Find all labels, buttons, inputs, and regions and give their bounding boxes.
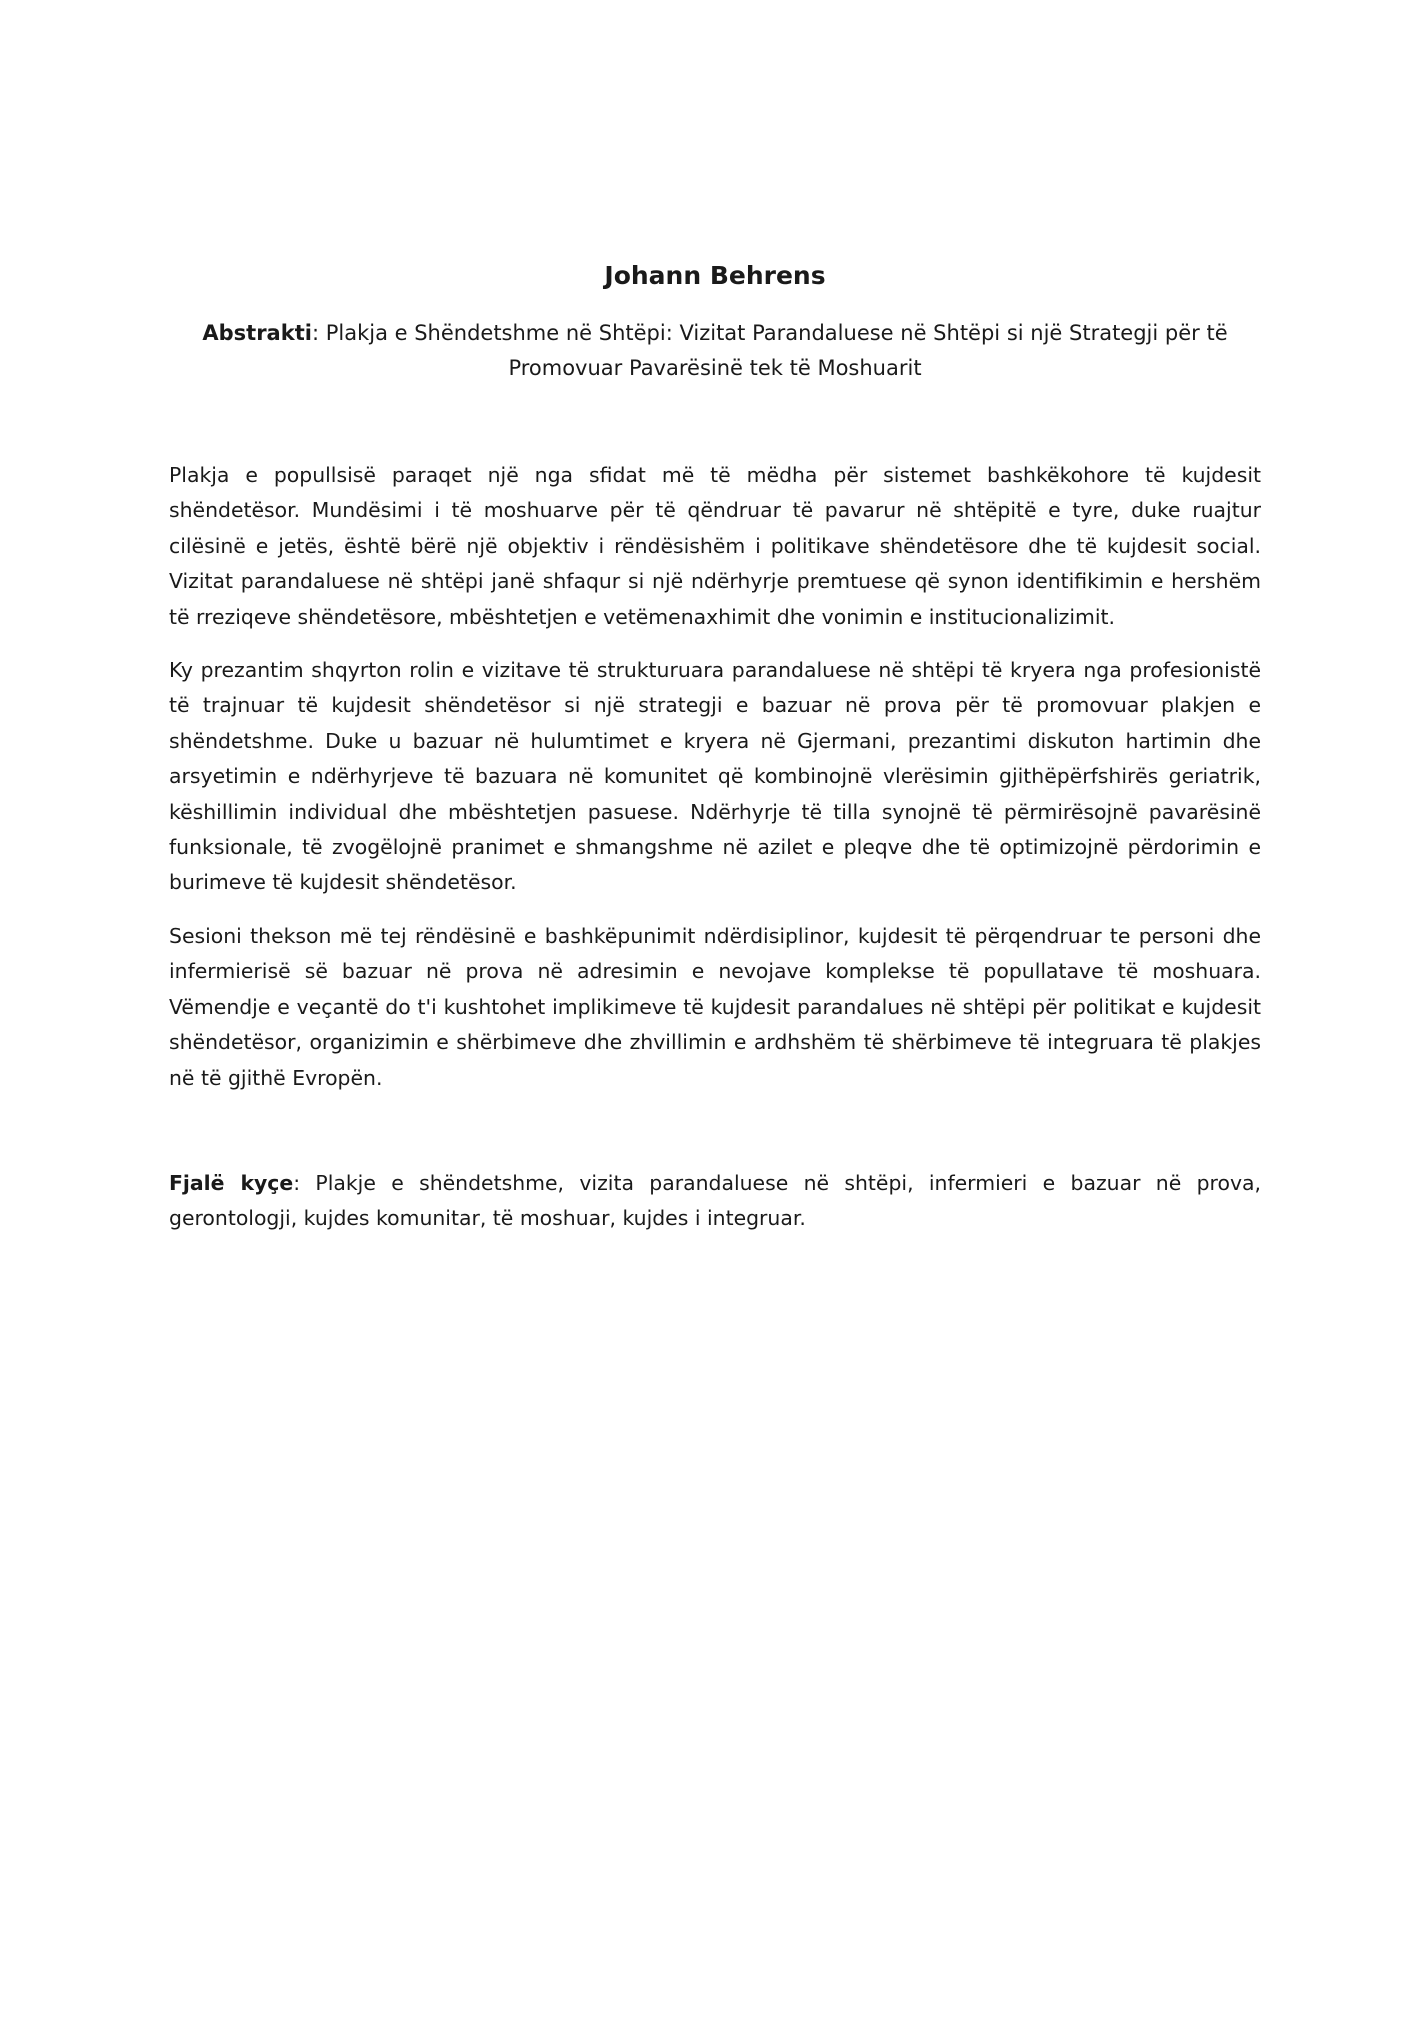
abstract-body	[169, 458, 1261, 1114]
author-name: Johann Behrens	[604, 261, 826, 290]
keywords	[169, 1166, 1261, 1237]
keywords-separator: :	[293, 1171, 316, 1195]
abstract-title-text: Plakja e Shëndetshme në Shtëpi: Vizitat Parandaluese në Shtëpi si një Strategji për të Promovuar Pavarësinë tek të Moshuarit	[325, 321, 1228, 380]
abstract-label: Abstrakti	[202, 321, 312, 345]
paragraph-3: Sesioni thekson më tej rëndësinë e bashkëpunimit ndërdisiplinor, kujdesit të përqendruar te personi dhe infermierisë së bazuar në prova në adresimin e nevojave komplekse të popullatave të moshuara. Vëmendje e veçantë do t'i kushtohet implikimeve të kujdesit parandalues në shtëpi për politikat e kujdesit shëndetësor, organizimin e shërbimeve dhe zhvillimin e ardhshëm të shërbimeve të integruara të plakjes në të gjithë Evropën.	[169, 923, 1261, 1090]
abstract-heading	[169, 316, 1261, 386]
keywords-label: Fjalë kyçe	[169, 1171, 294, 1195]
keywords-text: Plakje e shëndetshme, vizita parandaluese në shtëpi, infermieri e bazuar në prova, gerontologji, kujdes komunitar, të moshuar, kujdes i integruar.	[169, 1171, 1261, 1231]
abstract-separator: :	[311, 321, 326, 345]
paragraph-2: Ky prezantim shqyrton rolin e vizitave të strukturuara parandaluese në shtëpi të kryera nga profesionistë të trajnuar të kujdesit shëndetësor si një strategji e bazuar në prova për të promovuar plakjen e shëndetshme. Duke u bazuar në hulumtimet e kryera në Gjermani, prezantimi diskuton hartimin dhe arsyetimin e ndërhyrjeve të bazuara në komunitet që kombinojnë vlerësimin gjithëpërfshirës geriatrik, këshillimin individual dhe mbështetjen pasuese. Ndërhyrje të tilla synojnë të përmirësojnë pavarësinë funksionale, të zvogëlojnë pranimet e shmangshme në azilet e pleqve dhe të optimizojnë përdorimin e burimeve të kujdesit shëndetësor.	[169, 658, 1261, 895]
paragraph-1: Plakja e popullsisë paraqet një nga sfidat më të mëdha për sistemet bashkëkohore të kujdesit shëndetësor. Mundësimi i të moshuarve për të qëndruar të pavarur në shtëpitë e tyre, duke ruajtur cilësinë e jetës, është bërë një objektiv i rëndësishëm i politikave shëndetësore dhe të kujdesit social. Vizitat parandaluese në shtëpi janë shfaqur si një ndërhyrje premtuese që synon identifikimin e hershëm të rreziqeve shëndetësore, mbështetjen e vetëmenaxhimit dhe vonimin e institucionalizimit.	[169, 463, 1261, 629]
